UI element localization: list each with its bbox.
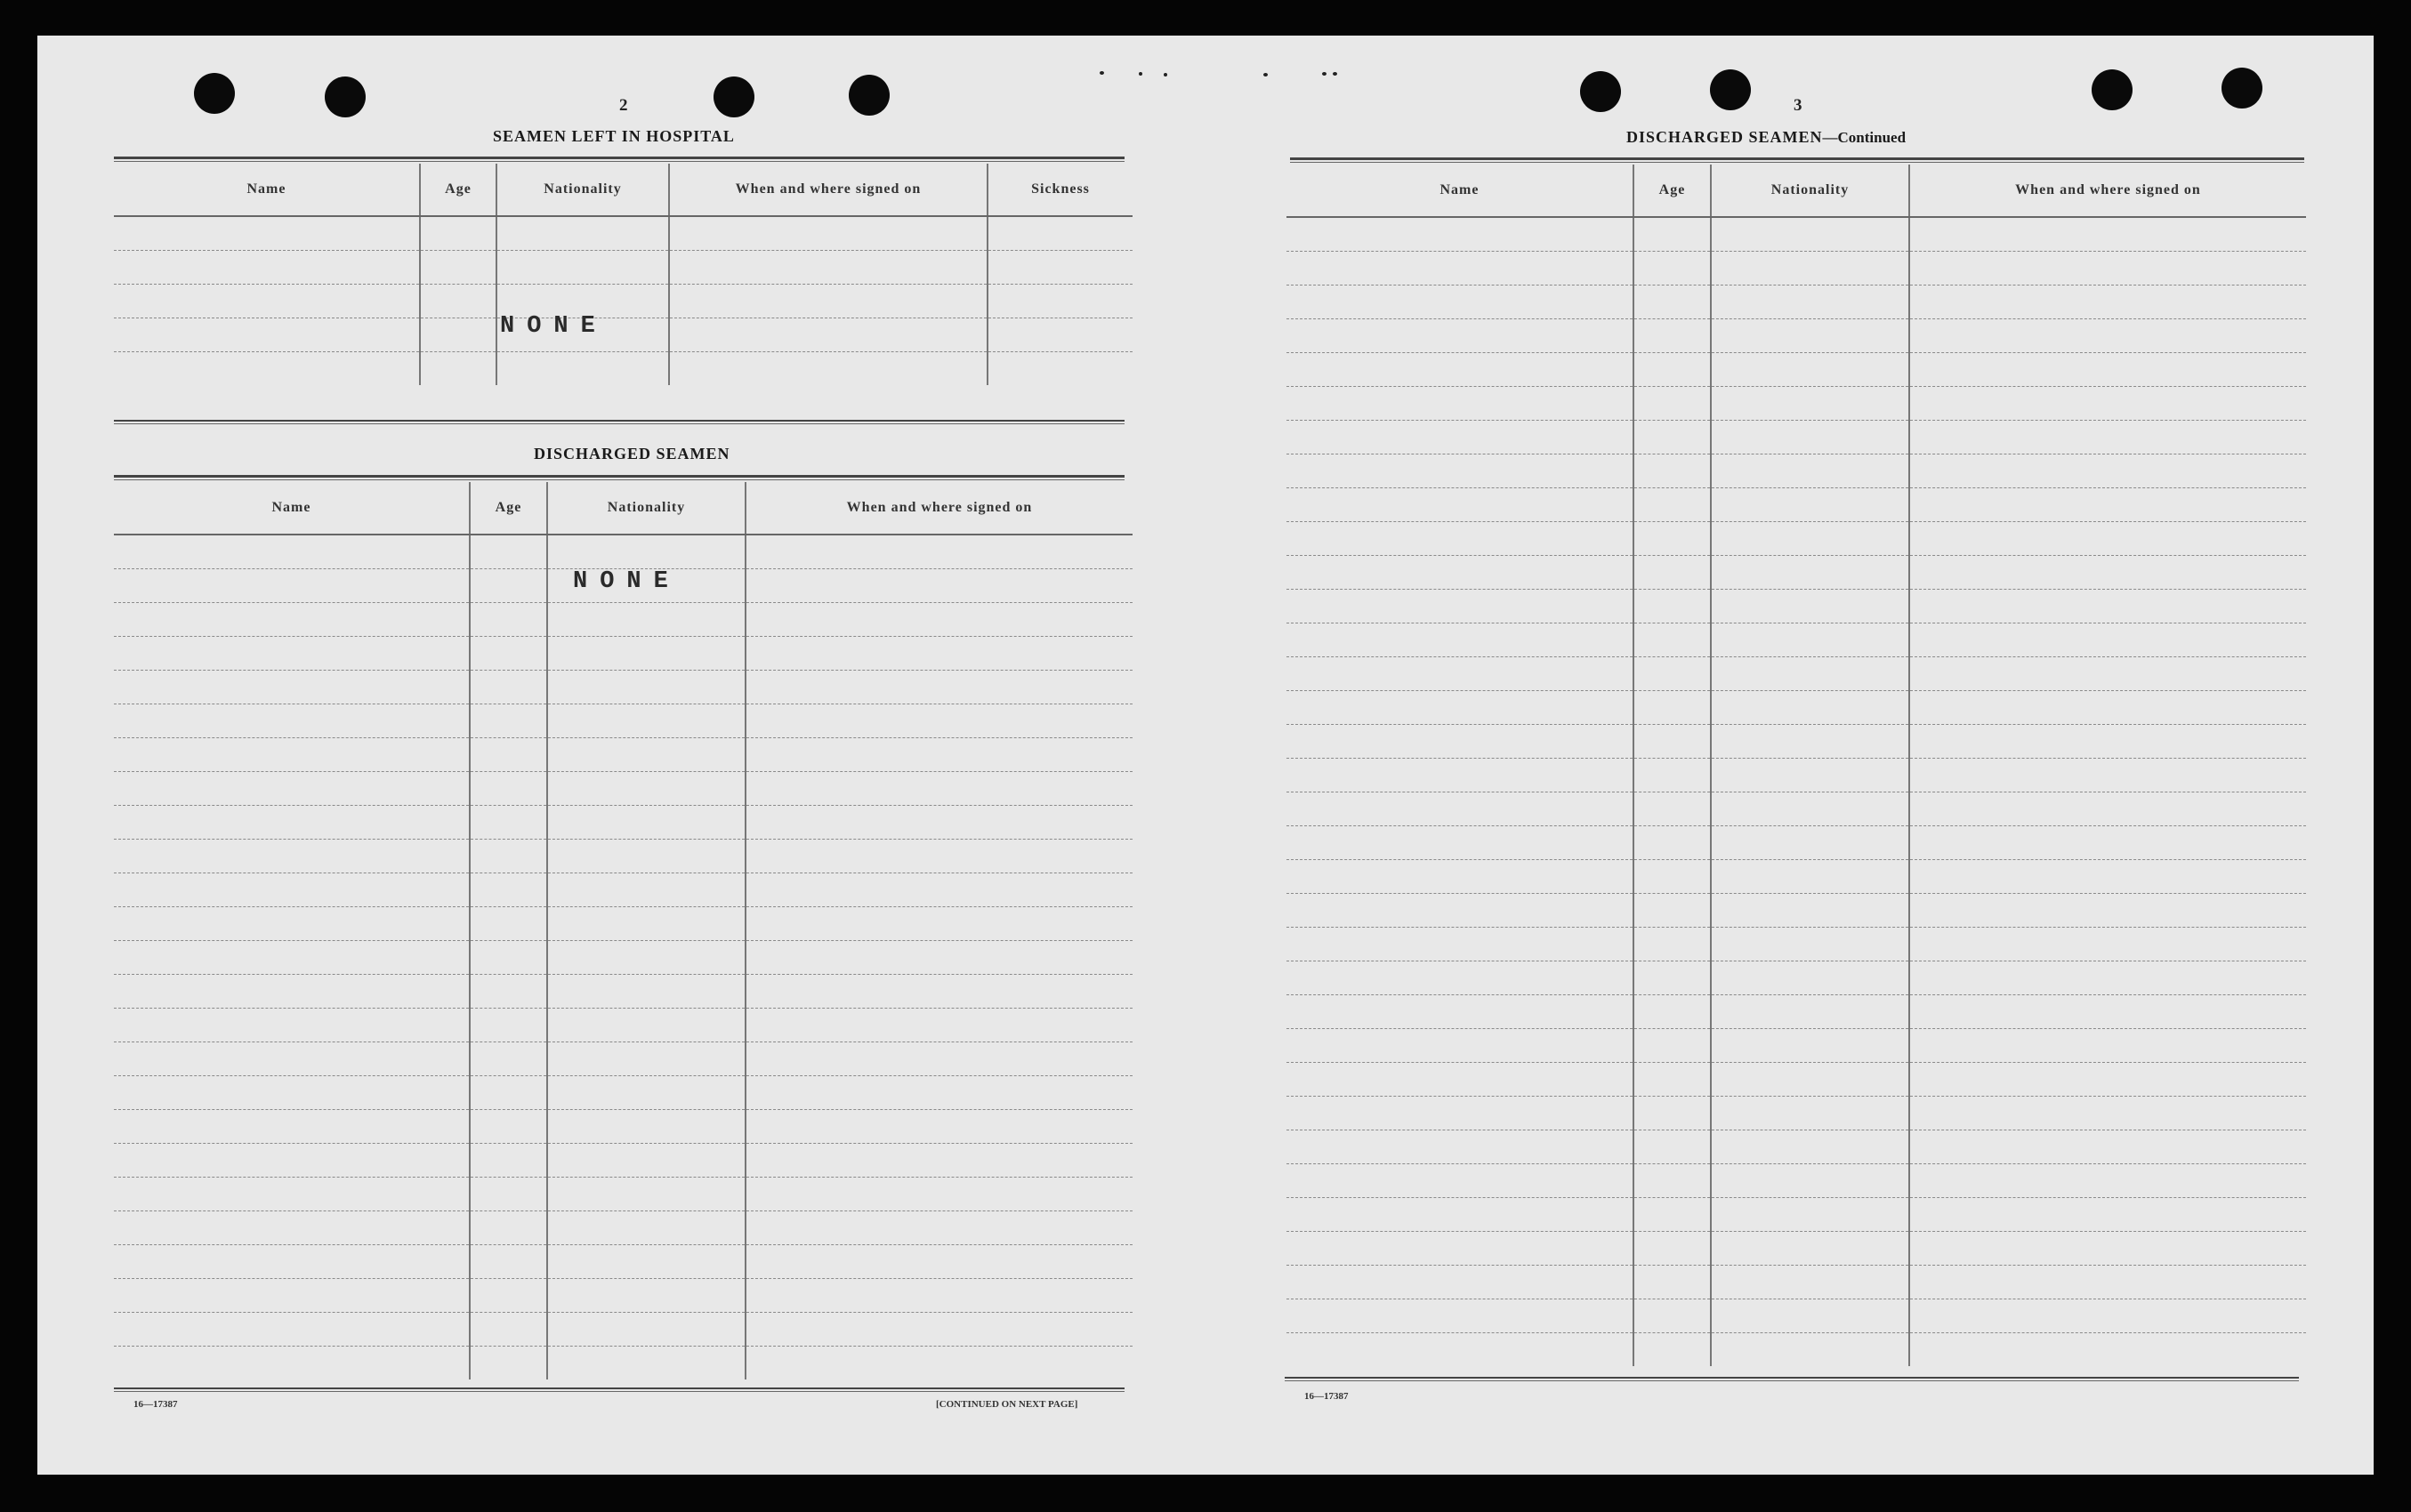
hospital-entry: NONE bbox=[500, 313, 608, 340]
table-row bbox=[1286, 420, 2306, 454]
page-number-left: 2 bbox=[619, 96, 629, 115]
table-row bbox=[1286, 994, 2306, 1028]
table-row bbox=[114, 1244, 1133, 1278]
discharged-continued-title bbox=[1626, 128, 1906, 147]
table-row bbox=[114, 974, 1133, 1008]
discharged-entry: NONE bbox=[573, 568, 681, 595]
punch-hole bbox=[194, 73, 235, 114]
table-row bbox=[114, 602, 1133, 636]
table-row bbox=[1286, 656, 2306, 690]
discharged-table bbox=[114, 482, 1133, 1379]
table-row bbox=[1286, 1130, 2306, 1163]
col-header-name: Name bbox=[1286, 165, 1633, 217]
form-code-right: 16—17387 bbox=[1304, 1391, 1349, 1402]
continued-suffix: —Continued bbox=[1822, 129, 1907, 146]
table-row bbox=[114, 771, 1133, 805]
table-row bbox=[1286, 792, 2306, 825]
punch-hole bbox=[2092, 69, 2133, 110]
col-header-nationality: Nationality bbox=[496, 164, 669, 216]
col-header-name: Name bbox=[114, 164, 420, 216]
table-row bbox=[114, 940, 1133, 974]
table-row bbox=[1286, 859, 2306, 893]
ink-speck bbox=[1333, 72, 1337, 76]
table-row bbox=[1286, 1197, 2306, 1231]
ink-speck bbox=[1139, 72, 1142, 76]
right-bottom-rule bbox=[1285, 1377, 2299, 1381]
table-row bbox=[114, 1109, 1133, 1143]
table-row bbox=[114, 805, 1133, 839]
table-row bbox=[114, 704, 1133, 737]
table-row bbox=[114, 1143, 1133, 1177]
col-header-nationality: Nationality bbox=[547, 482, 746, 535]
table-row bbox=[1286, 893, 2306, 927]
table-row bbox=[114, 1346, 1133, 1379]
table-row bbox=[114, 284, 1133, 318]
col-header-name: Name bbox=[114, 482, 470, 535]
hospital-table bbox=[114, 164, 1133, 385]
table-row bbox=[114, 839, 1133, 873]
table-row bbox=[1286, 352, 2306, 386]
table-row bbox=[1286, 1299, 2306, 1332]
table-row bbox=[114, 1278, 1133, 1312]
col-header-sickness: Sickness bbox=[988, 164, 1133, 216]
table-row bbox=[1286, 386, 2306, 420]
punch-hole bbox=[325, 76, 366, 117]
table-row bbox=[114, 1075, 1133, 1109]
punch-hole bbox=[1710, 69, 1751, 110]
col-header-age: Age bbox=[1633, 165, 1711, 217]
ink-speck bbox=[1322, 72, 1326, 76]
document-sheet bbox=[37, 36, 2374, 1475]
table-row bbox=[1286, 589, 2306, 623]
table-row bbox=[114, 351, 1133, 385]
table-row bbox=[114, 250, 1133, 284]
ink-speck bbox=[1100, 71, 1104, 75]
table-row bbox=[1286, 555, 2306, 589]
table-row bbox=[1286, 623, 2306, 656]
ink-speck bbox=[1164, 73, 1167, 76]
table-row bbox=[1286, 690, 2306, 724]
table-row bbox=[114, 1042, 1133, 1075]
page-number-right: 3 bbox=[1794, 96, 1803, 115]
table-row bbox=[114, 906, 1133, 940]
table-row bbox=[1286, 1265, 2306, 1299]
table-row bbox=[1286, 1096, 2306, 1130]
discharged-continued-title-text: DISCHARGED SEAMEN bbox=[1626, 128, 1823, 146]
table-row bbox=[1286, 927, 2306, 961]
punch-hole bbox=[714, 76, 754, 117]
discharged-continued-table bbox=[1286, 165, 2306, 1366]
table-row bbox=[1286, 825, 2306, 859]
table-row bbox=[1286, 724, 2306, 758]
table-row bbox=[114, 636, 1133, 670]
table-row bbox=[114, 1210, 1133, 1244]
col-header-age: Age bbox=[420, 164, 496, 216]
col-header-signed-on: When and where signed on bbox=[1909, 165, 2306, 217]
col-header-signed-on: When and where signed on bbox=[669, 164, 988, 216]
punch-hole bbox=[849, 75, 890, 116]
hospital-bottom-rule bbox=[114, 420, 1125, 424]
table-row bbox=[1286, 1028, 2306, 1062]
table-row bbox=[1286, 454, 2306, 487]
col-header-nationality: Nationality bbox=[1711, 165, 1909, 217]
table-row bbox=[1286, 961, 2306, 994]
form-code-left: 16—17387 bbox=[133, 1399, 178, 1410]
col-header-age: Age bbox=[470, 482, 547, 535]
table-row bbox=[1286, 318, 2306, 352]
discharged-section-title: DISCHARGED SEAMEN bbox=[534, 445, 730, 462]
table-row bbox=[1286, 521, 2306, 555]
discharged-bottom-rule bbox=[114, 1387, 1125, 1392]
table-row bbox=[1286, 758, 2306, 792]
ink-speck bbox=[1263, 73, 1268, 76]
table-row bbox=[1286, 217, 2306, 251]
table-row bbox=[114, 535, 1133, 568]
table-row bbox=[114, 216, 1133, 250]
table-row bbox=[114, 1177, 1133, 1210]
table-row bbox=[114, 1312, 1133, 1346]
table-row bbox=[1286, 1231, 2306, 1265]
table-row bbox=[114, 1008, 1133, 1042]
punch-hole bbox=[1580, 71, 1621, 112]
hospital-top-rule bbox=[114, 157, 1125, 162]
table-row bbox=[1286, 285, 2306, 318]
col-header-signed-on: When and where signed on bbox=[746, 482, 1133, 535]
hospital-section-title: SEAMEN LEFT IN HOSPITAL bbox=[493, 127, 735, 145]
table-row bbox=[1286, 251, 2306, 285]
right-top-rule bbox=[1290, 157, 2304, 163]
table-row bbox=[1286, 1062, 2306, 1096]
table-row bbox=[114, 873, 1133, 906]
punch-hole bbox=[2222, 68, 2262, 109]
table-row bbox=[1286, 487, 2306, 521]
table-row bbox=[1286, 1163, 2306, 1197]
table-row bbox=[1286, 1332, 2306, 1366]
discharged-top-rule bbox=[114, 475, 1125, 480]
table-row bbox=[114, 318, 1133, 351]
table-row bbox=[114, 737, 1133, 771]
table-row bbox=[114, 670, 1133, 704]
continued-note: [CONTINUED ON NEXT PAGE] bbox=[936, 1399, 1078, 1410]
